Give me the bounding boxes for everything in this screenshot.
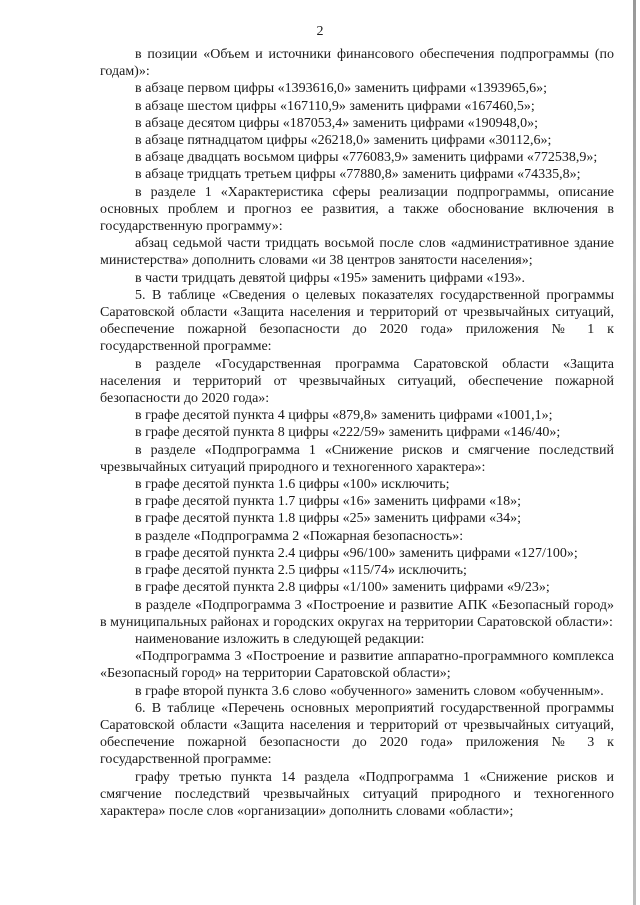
paragraph: в графе десятой пункта 1.7 цифры «16» заменить цифрами «18»; (135, 494, 521, 510)
paragraph: в графе десятой пункта 2.5 цифры «115/74» исключить; (135, 563, 467, 579)
paragraph: наименование изложить в следующей редакции: (135, 631, 425, 647)
paragraph: «Подпрограмма 3 «Построение и развитие аппаратно-программного комплекса «Безопасный город» на территории Саратовской области»; (100, 649, 614, 682)
paragraph: в абзаце двадцать восьмом цифры «776083,9» заменить цифрами «772538,9»; (135, 150, 598, 166)
paragraph: в позиции «Объем и источники финансового обеспечения подпрограммы (по годам)»: (100, 47, 614, 80)
paragraph: в абзаце десятом цифры «187053,4» заменить цифрами «190948,0»; (135, 115, 539, 131)
paragraph: 6. В таблице «Перечень основных мероприятий государственной программы Саратовской области «Защита населения и территорий от чрезвычайных ситуаций, обеспечение пожарной безопасности до 2020 года» приложения № 3 к государственной программе: (100, 700, 614, 768)
paragraph: в графе десятой пункта 4 цифры «879,8» заменить цифрами «1001,1»; (135, 408, 553, 424)
document-body (100, 46, 614, 820)
paragraph: в абзаце первом цифры «1393616,0» заменить цифрами «1393965,6»; (135, 81, 547, 97)
scan-edge-shadow (633, 0, 636, 905)
paragraph: в графе десятой пункта 8 цифры «222/59» заменить цифрами «146/40»; (135, 425, 561, 441)
paragraph: в разделе «Подпрограмма 2 «Пожарная безопасность»: (135, 528, 464, 544)
paragraph: в разделе «Государственная программа Саратовской области «Защита населения и территорий от чрезвычайных ситуаций, обеспечение пожарной безопасности до 2020 года»: (100, 356, 614, 407)
paragraph: в разделе «Подпрограмма 3 «Построение и развитие АПК «Безопасный город» в муниципальных районах и городских округах на территории Саратовской области»: (100, 597, 614, 630)
paragraph: в части тридцать девятой цифры «195» заменить цифрами «193». (135, 270, 525, 286)
paragraph: графу третью пункта 14 раздела «Подпрограмма 1 «Снижение рисков и смягчение последствий чрезвычайных ситуаций природного и техногенного характера» после слов «организации» дополнить словами «области»; (100, 769, 614, 819)
paragraph: в разделе «Подпрограмма 1 «Снижение рисков и смягчение последствий чрезвычайных ситуаций природного и техногенного характера»: (100, 442, 614, 475)
page-number: 2 (316, 24, 324, 39)
paragraph: в абзаце тридцать третьем цифры «77880,8» заменить цифрами «74335,8»; (135, 167, 581, 183)
paragraph: в абзаце пятнадцатом цифры «26218,0» заменить цифрами «30112,6»; (135, 133, 552, 149)
paragraph: в графе десятой пункта 1.6 цифры «100» исключить; (135, 477, 450, 493)
paragraph: в абзаце шестом цифры «167110,9» заменить цифрами «167460,5»; (135, 98, 535, 114)
paragraph: в графе десятой пункта 2.8 цифры «1/100» заменить цифрами «9/23»; (135, 580, 550, 596)
paragraph: в графе десятой пункта 1.8 цифры «25» заменить цифрами «34»; (135, 511, 521, 527)
paragraph: в графе второй пункта 3.6 слово «обученного» заменить словом «обученным». (135, 683, 604, 699)
paragraph: в разделе 1 «Характеристика сферы реализации подпрограммы, описание основных проблем и прогноз ее развития, а также обоснование включения в государственную программу»: (100, 184, 614, 235)
paragraph: в графе десятой пункта 2.4 цифры «96/100» заменить цифрами «127/100»; (135, 545, 578, 561)
paragraph: абзац седьмой части тридцать восьмой после слов «административное здание министерства» дополнить словами «и 38 центров занятости населения»; (100, 236, 614, 269)
paragraph: 5. В таблице «Сведения о целевых показателях государственной программы Саратовской области «Защита населения и территорий от чрезвычайных ситуаций, обеспечение пожарной безопасности до 2020 года» приложения № 1 к государственной программе: (100, 287, 614, 355)
